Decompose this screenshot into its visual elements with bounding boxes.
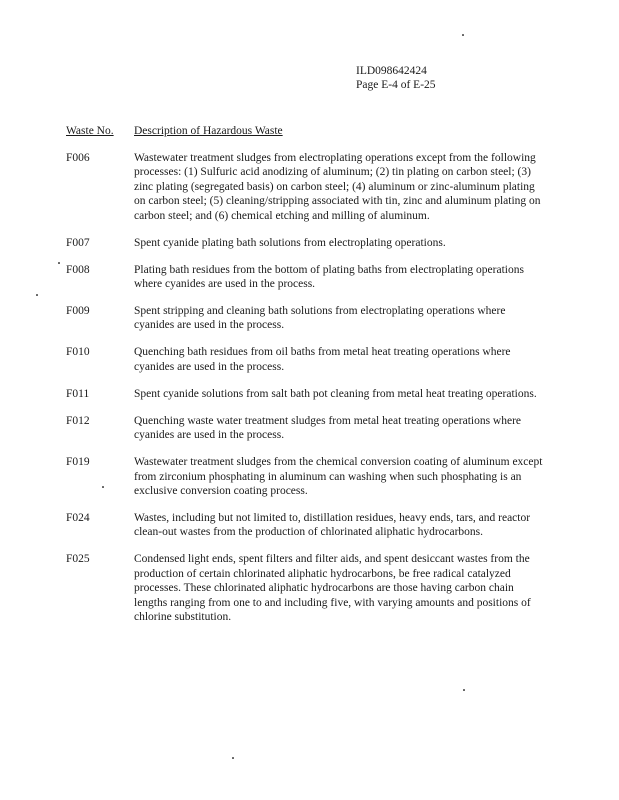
waste-code: F006 xyxy=(66,152,90,164)
waste-description: Wastes, including but not limited to, distillation residues, heavy ends, tars, and reactor clean-out wastes from the production of chlorinated aliphatic hydrocarbons. xyxy=(134,512,531,539)
waste-entry-f008 xyxy=(66,263,556,292)
waste-description: Spent stripping and cleaning bath solutions from electroplating operations where cyanides are used in the process. xyxy=(134,305,506,332)
waste-code: F010 xyxy=(66,346,90,359)
waste-code: F007 xyxy=(66,236,90,249)
page-number: Page E-4 of E-25 xyxy=(356,79,436,91)
scan-speck xyxy=(36,294,38,296)
waste-description: Condensed light ends, spent filters and filter aids, and spent desiccant wastes from the production of certain chlorinated aliphatic hydrocarbons, be free radical catalyzed processes. These chlorinated aliphatic hydrocarbons are those having carbon chain lengths ranging from one to and including five, with varying amounts and positions of chlorine substitution. xyxy=(134,553,531,624)
facility-id: ILD098642424 xyxy=(356,65,427,77)
scan-speck xyxy=(462,34,464,36)
waste-entry-f011 xyxy=(66,387,556,401)
document-header xyxy=(356,64,436,92)
waste-entry-f024 xyxy=(66,511,556,540)
waste-description: Spent cyanide plating bath solutions from electroplating operations. xyxy=(134,236,446,249)
scan-speck xyxy=(232,757,234,759)
waste-code: F025 xyxy=(66,553,90,566)
waste-description: Plating bath residues from the bottom of plating baths from electroplating operations where cyanides are used in the process. xyxy=(134,263,524,291)
scan-speck xyxy=(463,689,465,691)
waste-description: Quenching bath residues from oil baths from metal heat treating operations where cyanides are used in the process. xyxy=(134,346,511,373)
waste-description: Quenching waste water treatment sludges from metal heat treating operations where cyanides are used in the process. xyxy=(134,414,522,442)
waste-code: F019 xyxy=(66,456,90,469)
waste-code: F011 xyxy=(66,387,90,400)
waste-list xyxy=(66,151,556,637)
waste-entry-f025 xyxy=(66,552,556,624)
waste-description: Wastewater treatment sludges from electroplating operations except from the following processes: (1) Sulfuric acid anodizing of aluminum; (2) tin plating on carbon steel; (3) zinc plating (segregated basis) on carbon steel; (4) aluminum or zinc-aluminum plating on carbon steel; (5) cleaning/stripping associated with tin, zinc and aluminum plating on carbon steel; and (6) chemical etching and milling of aluminum. xyxy=(134,152,541,222)
waste-code: F012 xyxy=(66,414,90,427)
waste-code: F024 xyxy=(66,512,90,525)
scan-speck xyxy=(102,486,104,488)
scan-speck xyxy=(58,262,60,264)
waste-entry-f012 xyxy=(66,414,556,443)
description-heading: Description of Hazardous Waste xyxy=(134,125,283,137)
waste-description: Spent cyanide solutions from salt bath pot cleaning from metal heat treating operations. xyxy=(134,387,537,400)
waste-code: F008 xyxy=(66,263,90,276)
waste-entry-f019 xyxy=(66,455,556,498)
waste-code: F009 xyxy=(66,305,90,318)
waste-entry-f007 xyxy=(66,236,556,250)
waste-entry-f010 xyxy=(66,345,556,374)
waste-entry-f006 xyxy=(66,151,556,223)
waste-description: Wastewater treatment sludges from the chemical conversion coating of aluminum except from zirconium phosphating in aluminum can washing when such phosphating is an exclusive conversion coating process. xyxy=(134,456,543,498)
waste-entry-f009 xyxy=(66,304,556,333)
waste-number-heading: Waste No. xyxy=(66,125,114,137)
